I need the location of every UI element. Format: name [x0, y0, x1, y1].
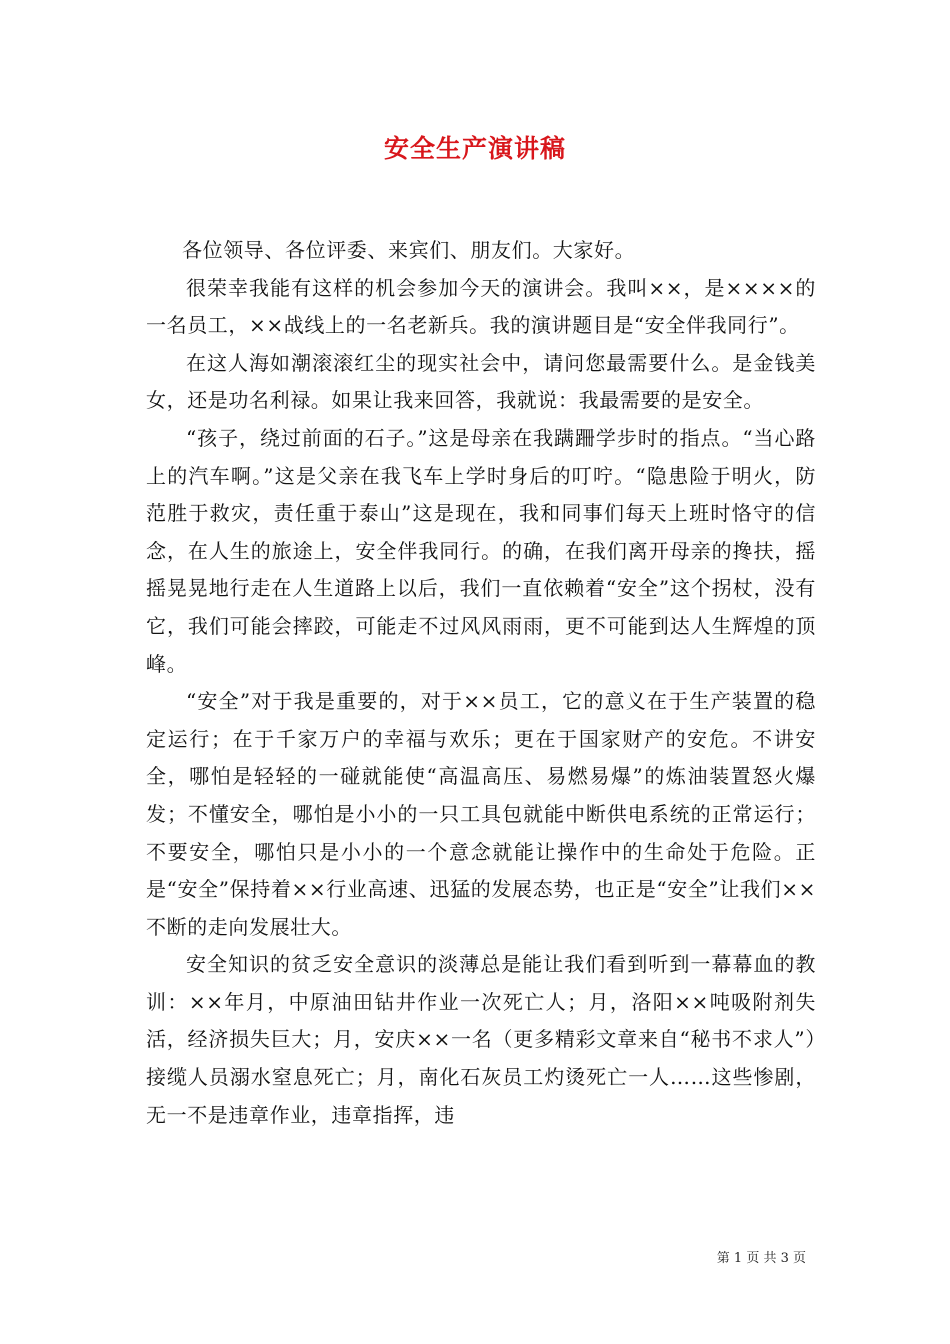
paragraph-guidance: “孩子，绕过前面的石子。”这是母亲在我蹒跚学步时的指点。“当心路上的汽车啊。”这是父亲在我飞车上学时身后的叮咛。“隐患险于明火，防范胜于救灾，责任重于泰山”这是现在，我和同事们每天上班时恪守的信念，在人生的旅途上，安全伴我同行。的确，在我们离开母亲的搀扶，摇摇晃晃地行走在人生道路上以后，我们一直依赖着“安全”这个拐杖，没有它，我们可能会摔跤，可能走不过风风雨雨，更不可能到达人生辉煌的顶峰。 — [146, 425, 816, 676]
paragraph-lessons: 安全知识的贫乏安全意识的淡薄总是能让我们看到听到一幕幕血的教训：××年月，中原油田钻井作业一次死亡人；月，洛阳××吨吸附剂失活，经济损失巨大；月，安庆××一名（更多精彩文章来自“秘书不求人”）接缆人员溺水窒息死亡；月，南化石灰员工灼烫死亡一人……这些惨剧，无一不是违章作业，违章指挥，违 — [146, 952, 816, 1127]
paragraph-introduction: 很荣幸我能有这样的机会参加今天的演讲会。我叫××，是××××的一名员工，××战线上的一名老新兵。我的演讲题目是“安全伴我同行”。 — [146, 275, 816, 338]
paragraph-importance: “安全”对于我是重要的，对于××员工，它的意义在于生产装置的稳定运行；在于千家万户的幸福与欢乐；更在于国家财产的安危。不讲安全，哪怕是轻轻的一碰就能使“高温高压、易燃易爆”的炼油装置怒火爆发；不懂安全，哪怕是小小的一只工具包就能中断供电系统的正常运行；不要安全，哪怕只是小小的一个意念就能让操作中的生命处于危险。正是“安全”保持着××行业高速、迅猛的发展态势，也正是“安全”让我们××不断的走向发展壮大。 — [146, 689, 816, 939]
document-title: 安全生产演讲稿 — [383, 134, 566, 163]
paragraph-greeting: 各位领导、各位评委、来宾们、朋友们。大家好。 — [182, 238, 636, 262]
paragraph-question: 在这人海如潮滚滚红尘的现实社会中，请问您最需要什么。是金钱美女，还是功名利禄。如果让我来回答，我就说：我最需要的是安全。 — [146, 350, 816, 413]
page-number: 第 1 页 共 3 页 — [716, 1251, 806, 1266]
document-body — [146, 232, 816, 1134]
